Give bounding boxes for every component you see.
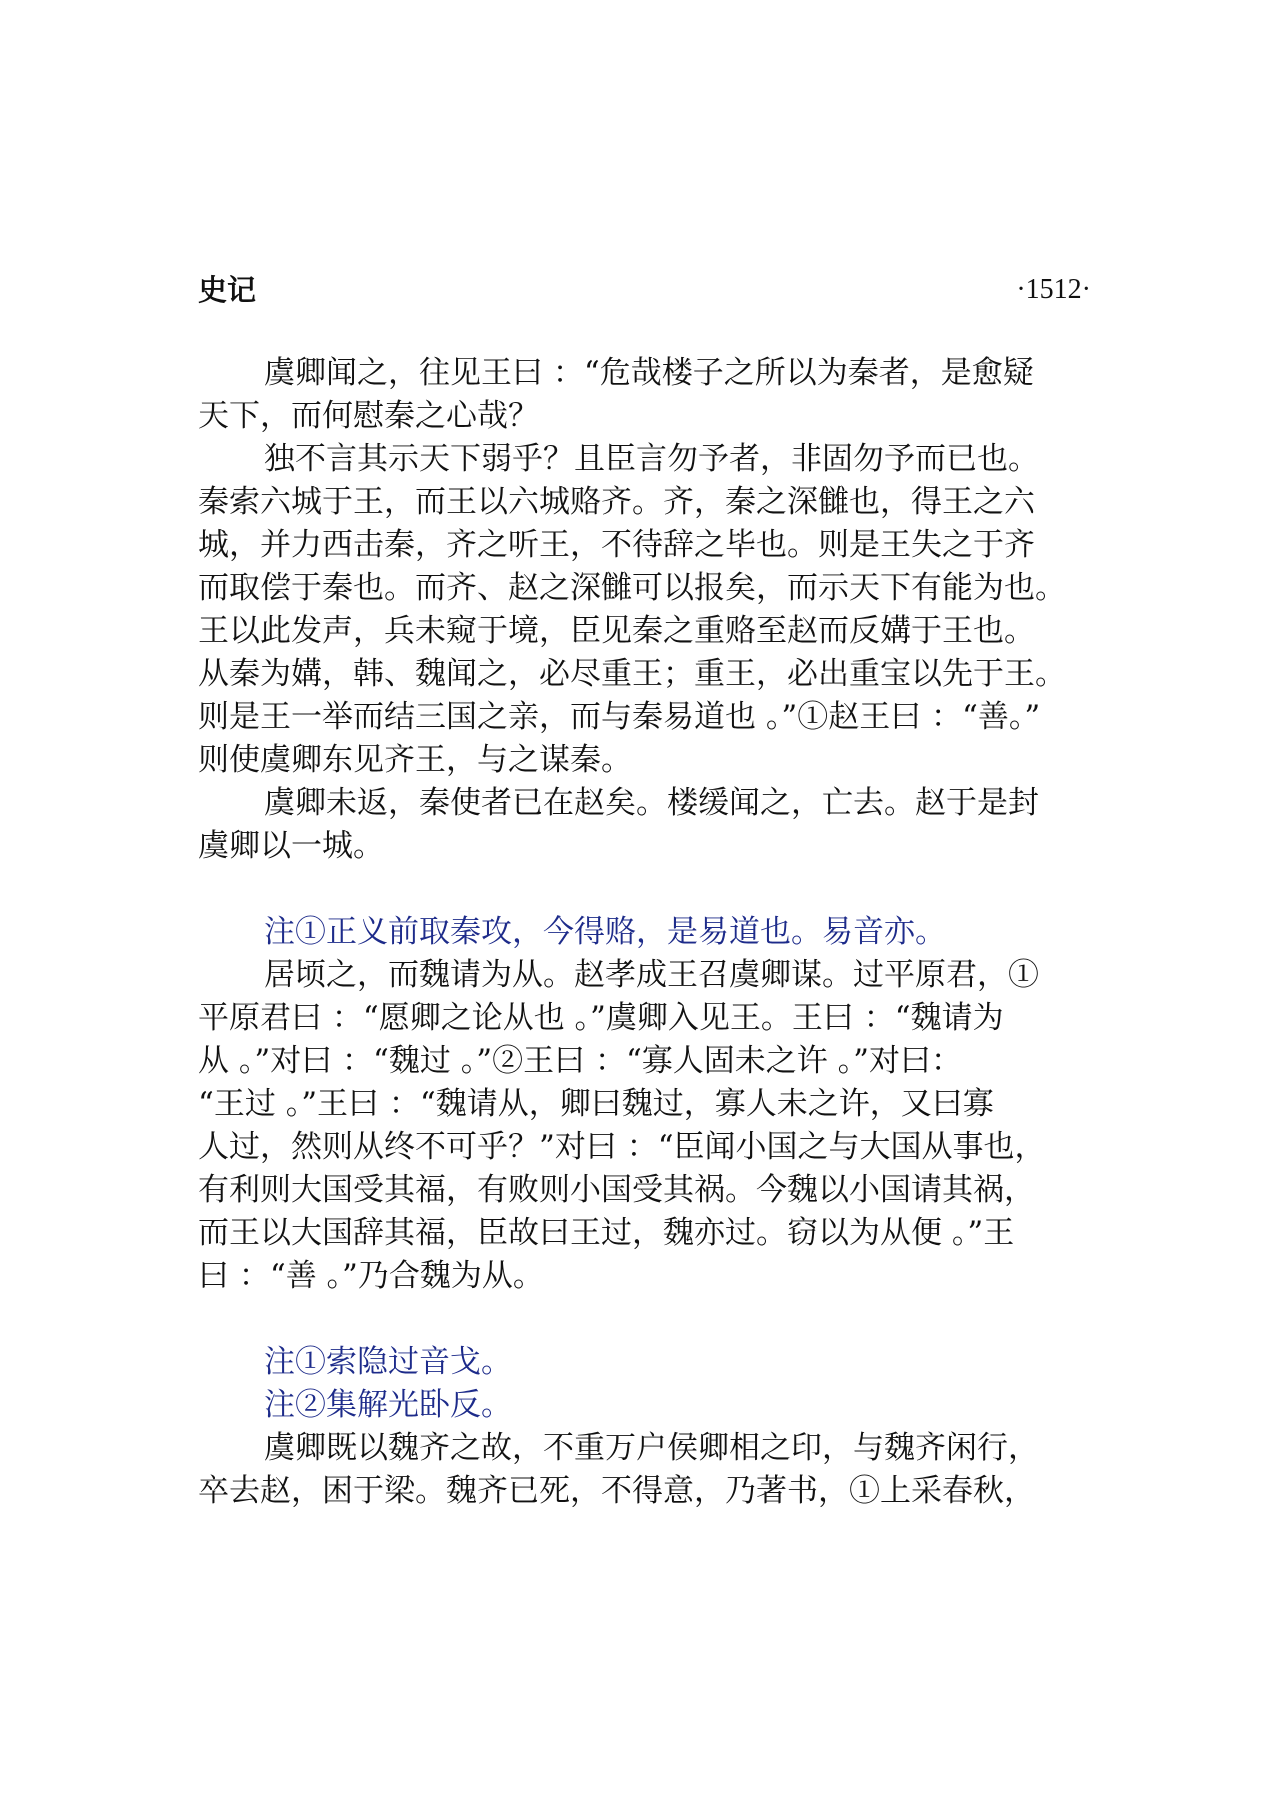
text-line: 居顷之，而魏请为从。赵孝成王召虞卿谋。过平原君，①: [264, 957, 1039, 993]
text-line: 则是王一举而结三国之亲，而与秦易道也 。”①赵王曰 ：“善。”: [198, 699, 1041, 735]
text-line: 曰 ：“善 。”乃合魏为从。: [198, 1258, 544, 1294]
text-line: 人过，然则从终不可乎？”对曰 ：“臣闻小国之与大国从事也，: [198, 1129, 1046, 1165]
text-line: 有利则大国受其福，有败则小国受其祸。今魏以小国请其祸，: [198, 1172, 1035, 1208]
text-line: 则使虞卿东见齐王，与之谋秦。: [198, 742, 632, 778]
text-line: 而王以大国辞其福，臣故曰王过，魏亦过。窃以为从便 。”王: [198, 1215, 1015, 1251]
text-line: 虞卿以一城。: [198, 828, 384, 864]
annotation-note: 注①索隐过音戈。: [264, 1344, 512, 1380]
annotation-note: 注①正义前取秦攻，今得赂，是易道也。易音亦。: [264, 914, 946, 950]
page-header: [198, 268, 1091, 312]
text-line: 城，并力西击秦，齐之听王，不待辞之毕也。则是王失之于齐: [198, 527, 1035, 563]
annotation-note: 注②集解光卧反。: [264, 1387, 512, 1423]
text-line: 而取偿于秦也。而齐、赵之深雠可以报矣，而示天下有能为也。: [198, 570, 1066, 606]
text-line: 从秦为媾，韩、魏闻之，必尽重王；重王，必出重宝以先于王。: [198, 656, 1066, 692]
text-line: 秦索六城于王，而王以六城赂齐。齐，秦之深雠也，得王之六: [198, 484, 1035, 520]
text-line: 平原君曰 ：“愿卿之论从也 。”虞卿入见王。王曰 ：“魏请为: [198, 1000, 1004, 1036]
text-line: 王以此发声，兵未窥于境，臣见秦之重赂至赵而反媾于王也。: [198, 613, 1035, 649]
book-title: 史记: [198, 273, 257, 307]
text-line: 虞卿既以魏齐之故，不重万户侯卿相之印，与魏齐闲行，: [264, 1430, 1039, 1466]
text-line: 独不言其示天下弱乎？且臣言勿予者，非固勿予而已也。: [264, 441, 1039, 477]
text-line: “王过 。”王曰 ：“魏请从，卿曰魏过，寡人未之许，又曰寡: [198, 1086, 994, 1122]
page-number: ·1512·: [1016, 274, 1091, 305]
text-line: 虞卿闻之，往见王曰 ：“危哉楼子之所以为秦者，是愈疑: [264, 355, 1034, 391]
text-line: 天下，而何慰秦之心哉？: [198, 398, 539, 434]
text-line: 虞卿未返，秦使者已在赵矣。楼缓闻之，亡去。赵于是封: [264, 785, 1039, 821]
body-text: [198, 352, 1108, 1513]
text-line: 从 。”对曰 ：“魏过 。”②王曰 ：“寡人固未之许 。”对曰：: [198, 1043, 963, 1079]
text-line: 卒去赵，困于梁。魏齐已死，不得意，乃著书，①上采春秋，: [198, 1473, 1035, 1509]
